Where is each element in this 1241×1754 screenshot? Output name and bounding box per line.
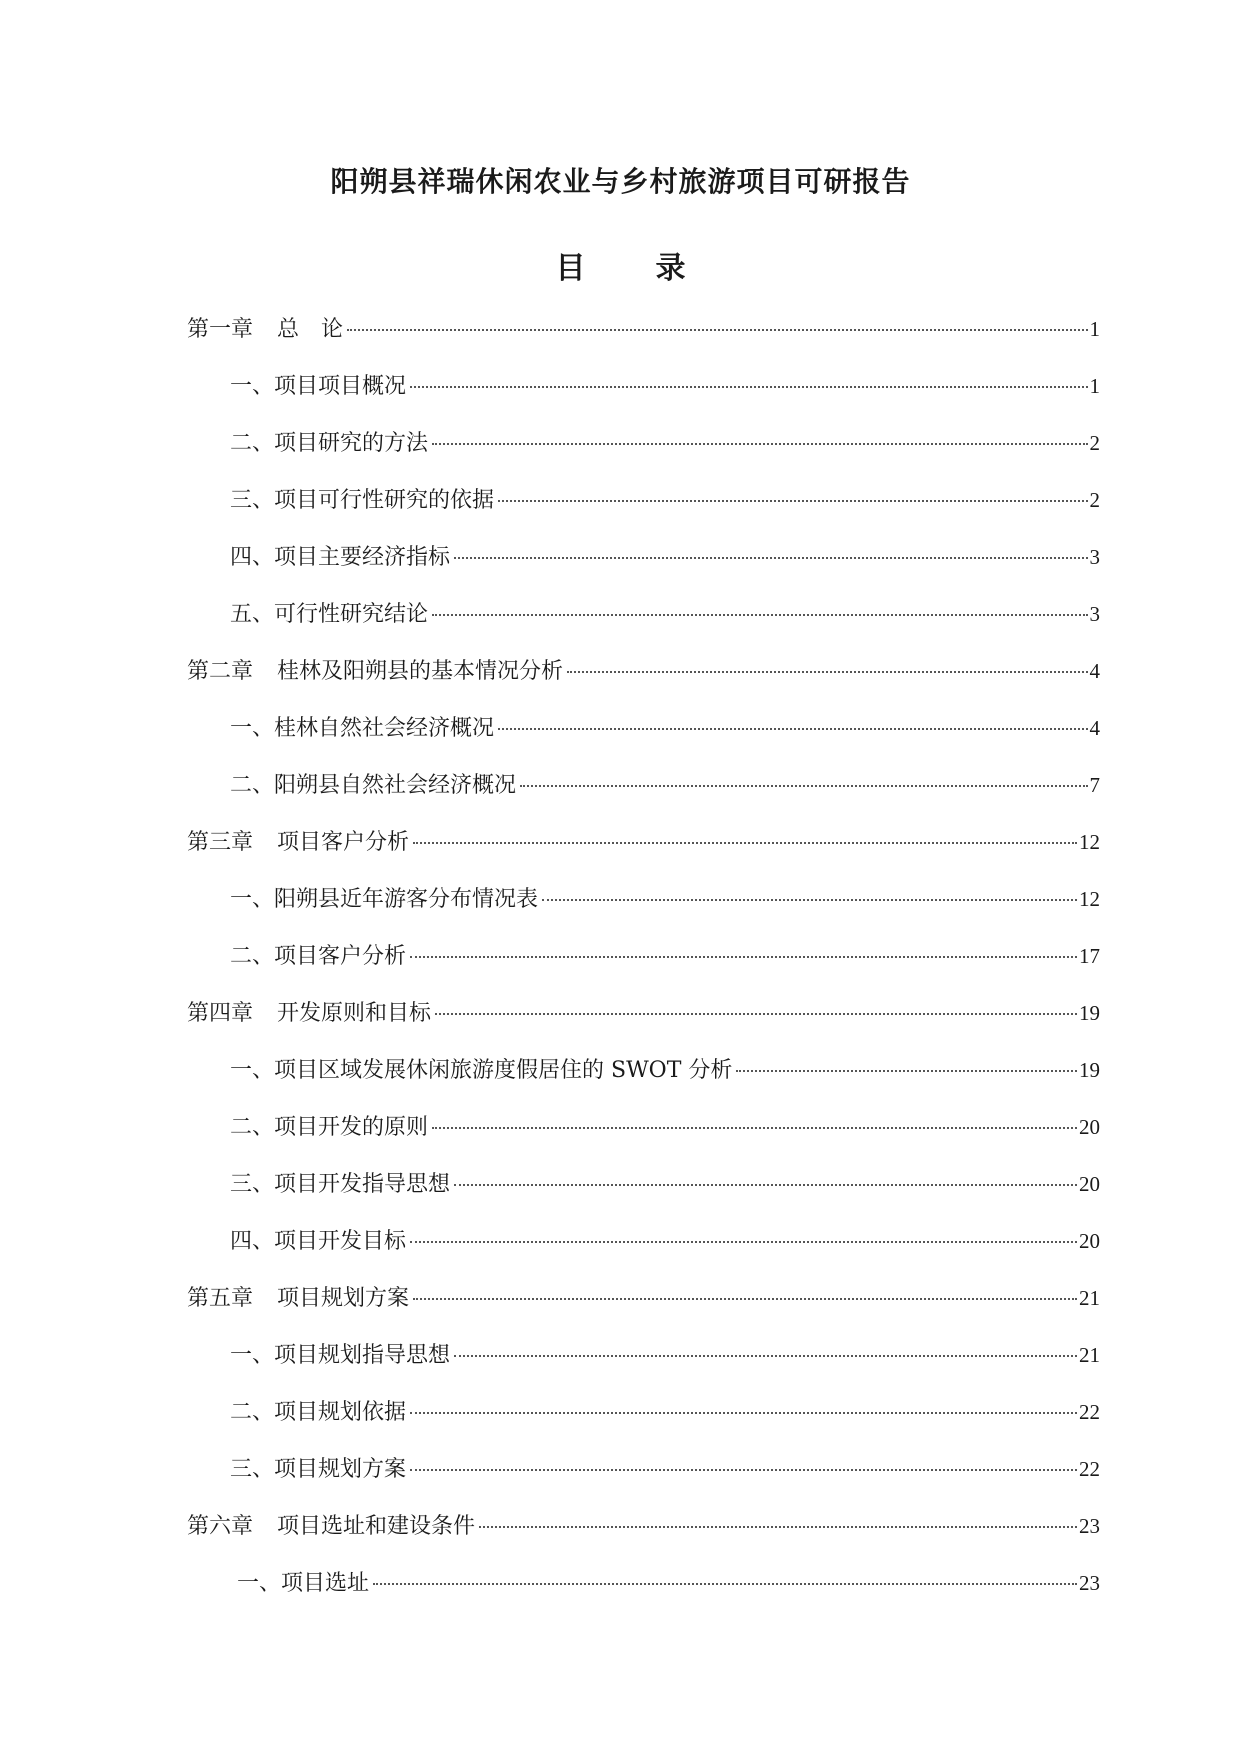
toc-entry-label: [187, 1281, 409, 1312]
toc-section-entry[interactable]: [187, 711, 1100, 768]
dot-leader: [498, 500, 1087, 502]
toc-entry-label: 三、项目可行性研究的依据: [230, 488, 495, 513]
toc-section-entry[interactable]: [187, 1110, 1100, 1167]
toc-section-entry[interactable]: [187, 768, 1100, 825]
chapter-title: 项目选址和建设条件: [277, 1514, 476, 1539]
toc-chapter-entry[interactable]: [187, 312, 1100, 369]
toc-page-number: 20: [1079, 1115, 1100, 1139]
toc-section-entry[interactable]: [187, 1338, 1100, 1395]
toc-page-number: 21: [1079, 1286, 1100, 1310]
toc-entry-label: 二、项目规划依据: [230, 1400, 407, 1425]
toc-page-number: 23: [1079, 1514, 1100, 1538]
toc-entry-label: 二、项目研究的方法: [230, 431, 429, 456]
toc-page-number: 12: [1079, 887, 1100, 911]
toc-section-entry[interactable]: [187, 882, 1100, 939]
toc-entry-label: 二、项目客户分析: [230, 944, 407, 969]
dot-leader: [520, 785, 1087, 787]
dot-leader: [373, 1583, 1077, 1585]
dot-leader: [736, 1070, 1077, 1072]
toc-page-number: 3: [1089, 602, 1100, 626]
toc-page-number: 4: [1089, 716, 1100, 740]
toc-page-number: 21: [1079, 1343, 1100, 1367]
toc-entry-label: 一、项目区域发展休闲旅游度假居住的 SWOT 分析: [230, 1058, 733, 1083]
toc-section-entry[interactable]: [187, 540, 1100, 597]
toc-entry-label: 二、阳朔县自然社会经济概况: [230, 773, 517, 798]
toc-entry-label: 三、项目开发指导思想: [230, 1172, 451, 1197]
toc-section-entry[interactable]: [187, 426, 1100, 483]
dot-leader: [413, 1298, 1077, 1300]
toc-section-entry[interactable]: [187, 483, 1100, 540]
toc-page-number: 2: [1089, 488, 1100, 512]
dot-leader: [410, 1412, 1077, 1414]
dot-leader: [567, 671, 1087, 673]
toc-entry-label: 一、桂林自然社会经济概况: [230, 716, 495, 741]
toc-heading: [0, 243, 1241, 287]
chapter-number: 第六章: [187, 1514, 254, 1539]
toc-entry-label: 三、项目规划方案: [230, 1457, 407, 1482]
toc-entry-label: 一、项目选址: [237, 1571, 370, 1596]
toc-section-entry[interactable]: [187, 1053, 1100, 1110]
toc-section-entry[interactable]: [187, 939, 1100, 996]
toc-section-entry[interactable]: [187, 1452, 1100, 1509]
toc-page-number: 12: [1079, 830, 1100, 854]
toc-entry-label: 四、项目开发目标: [230, 1229, 407, 1254]
toc-page-number: 20: [1079, 1229, 1100, 1253]
dot-leader: [410, 386, 1087, 388]
toc-section-entry[interactable]: [187, 597, 1100, 654]
toc-entry-label: 一、项目项目概况: [230, 374, 407, 399]
chapter-title: 开发原则和目标: [277, 1001, 432, 1026]
dot-leader: [413, 842, 1077, 844]
toc-heading-right: 录: [655, 251, 686, 286]
toc-page-number: 3: [1089, 545, 1100, 569]
toc-entry-label: [187, 996, 431, 1027]
chapter-number: 第一章: [187, 317, 254, 342]
toc-chapter-entry[interactable]: [187, 996, 1100, 1053]
dot-leader: [432, 614, 1087, 616]
dot-leader: [432, 1127, 1077, 1129]
toc-entry-label: 一、阳朔县近年游客分布情况表: [230, 887, 539, 912]
chapter-number: 第五章: [187, 1286, 254, 1311]
chapter-title: 桂林及阳朔县的基本情况分析: [277, 659, 564, 684]
toc-entry-label: 四、项目主要经济指标: [230, 545, 451, 570]
toc-chapter-entry[interactable]: [187, 1509, 1100, 1566]
toc-section-entry[interactable]: [187, 1224, 1100, 1281]
toc-entry-label: [187, 825, 409, 856]
dot-leader: [410, 1469, 1077, 1471]
toc-page-number: 17: [1079, 944, 1100, 968]
dot-leader: [454, 557, 1087, 559]
toc-section-entry[interactable]: [187, 1395, 1100, 1452]
dot-leader: [432, 443, 1087, 445]
toc-page-number: 2: [1089, 431, 1100, 455]
dot-leader: [454, 1184, 1077, 1186]
toc-page-number: 4: [1089, 659, 1100, 683]
dot-leader: [410, 956, 1077, 958]
toc-page-number: 7: [1089, 773, 1100, 797]
toc-entry-label: 二、项目开发的原则: [230, 1115, 429, 1140]
chapter-number: 第三章: [187, 830, 254, 855]
dot-leader: [542, 899, 1077, 901]
dot-leader: [435, 1013, 1077, 1015]
toc-entry-label: 一、项目规划指导思想: [230, 1343, 451, 1368]
toc-page-number: 1: [1089, 317, 1100, 341]
toc-page-number: 22: [1079, 1400, 1100, 1424]
toc-section-entry[interactable]: [187, 1167, 1100, 1224]
toc-chapter-entry[interactable]: [187, 825, 1100, 882]
toc-heading-left: 目: [555, 251, 586, 286]
dot-leader: [347, 329, 1087, 331]
dot-leader: [410, 1241, 1077, 1243]
dot-leader: [454, 1355, 1077, 1357]
toc-page-number: 1: [1089, 374, 1100, 398]
chapter-title: 项目规划方案: [277, 1286, 410, 1311]
dot-leader: [498, 728, 1087, 730]
dot-leader: [479, 1526, 1077, 1528]
toc-section-entry[interactable]: [187, 369, 1100, 426]
toc-entry-label: [187, 312, 343, 343]
chapter-number: 第二章: [187, 659, 254, 684]
document-title: 阳朔县祥瑞休闲农业与乡村旅游项目可研报告: [330, 165, 911, 198]
toc-page-number: 19: [1079, 1001, 1100, 1025]
toc-chapter-entry[interactable]: [187, 1281, 1100, 1338]
toc-page-number: 23: [1079, 1571, 1100, 1595]
toc-page-number: 20: [1079, 1172, 1100, 1196]
toc-section-entry[interactable]: [187, 1566, 1100, 1623]
chapter-title: 项目客户分析: [277, 830, 410, 855]
toc-entry-label: [187, 654, 563, 685]
toc-entry-label: 五、可行性研究结论: [230, 602, 429, 627]
chapter-title: 总 论: [277, 317, 344, 342]
toc-entry-label: [187, 1509, 475, 1540]
table-of-contents: [187, 312, 1100, 1623]
toc-chapter-entry[interactable]: [187, 654, 1100, 711]
toc-page-number: 19: [1079, 1058, 1100, 1082]
toc-page-number: 22: [1079, 1457, 1100, 1481]
chapter-number: 第四章: [187, 1001, 254, 1026]
